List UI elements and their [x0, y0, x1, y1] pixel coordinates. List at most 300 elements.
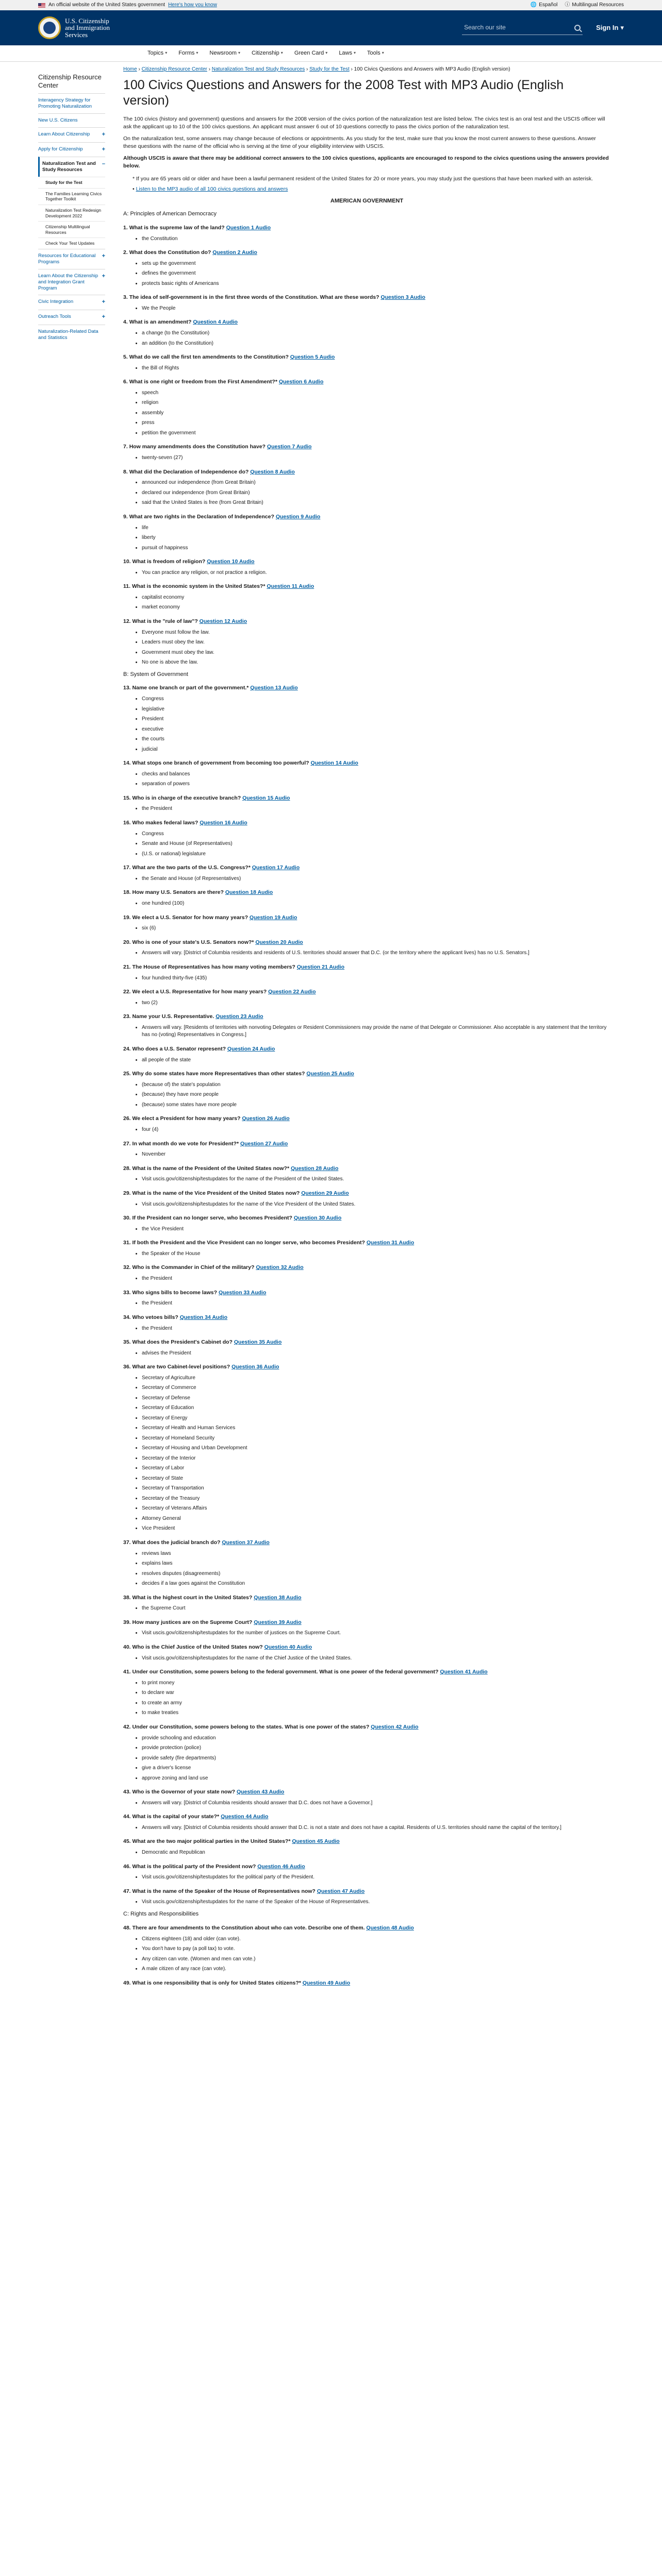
question-number: 18. — [123, 889, 131, 896]
nav-item-tools[interactable] — [367, 49, 384, 57]
nav-item-label: Tools — [367, 50, 380, 57]
collapse-icon[interactable]: – — [102, 161, 105, 167]
question-text: Who signs bills to become laws? — [132, 1289, 218, 1296]
question-audio-link[interactable]: Question 32 Audio — [256, 1264, 304, 1271]
page-title: 100 Civics Questions and Answers for the 2008 Test with MP3 Audio (English version) — [123, 77, 564, 108]
breadcrumb-separator: › — [207, 66, 212, 72]
sidebar — [38, 62, 105, 1990]
breadcrumb-current: 100 Civics Questions and Answers with MP3 Audio (English version) — [354, 66, 510, 72]
multilingual-link[interactable]: ⓘ Multilingual Resources — [565, 2, 624, 8]
sidebar-item-label: Interagency Strategy for Promoting Naturalization — [38, 97, 92, 110]
answer-list — [123, 629, 610, 667]
question-text: What does the President's Cabinet do? — [132, 1339, 233, 1346]
question — [123, 1619, 610, 1626]
answer-item: • Everyone must follow the law. — [142, 629, 610, 637]
answer-item: • protects basic rights of Americans — [142, 280, 610, 288]
question-audio-link[interactable]: Question 6 Audio — [278, 379, 324, 385]
question-audio-link[interactable]: Question 22 Audio — [268, 989, 316, 995]
chevron-down-icon: ▾ — [196, 50, 198, 56]
answer-item: • explains laws — [142, 1560, 610, 1568]
answer-item: • to make treaties — [142, 1709, 610, 1717]
answer-item: • to declare war — [142, 1689, 610, 1697]
answer-item: • petition the government — [142, 430, 610, 437]
answer-list — [123, 831, 610, 858]
answer-item: • advises the President — [142, 1350, 610, 1358]
chevron-down-icon: ▾ — [382, 50, 384, 56]
answer-item: • Visit uscis.gov/citizenship/testupdates for the name of the Vice President of the United States. — [142, 1201, 610, 1209]
question-audio-link[interactable]: Question 30 Audio — [293, 1215, 342, 1222]
question-text: What are the two major political parties in the United States?* — [132, 1838, 291, 1845]
question-text: What is the highest court in the United States? — [132, 1594, 253, 1601]
answer-item: • You can practice any religion, or not practice a religion. — [142, 569, 610, 577]
sign-in-label: Sign In — [596, 24, 619, 32]
answer-list — [123, 569, 610, 577]
nav-item-label: Forms — [178, 50, 195, 57]
question-audio-link[interactable]: Question 5 Audio — [290, 354, 335, 361]
answer-item: • religion — [142, 399, 610, 407]
question-number: 13. — [123, 685, 131, 691]
question-number: 7. — [123, 444, 128, 450]
question-audio-link[interactable]: Question 29 Audio — [301, 1190, 349, 1196]
answer-item: • assembly — [142, 410, 610, 417]
answer-item: • provide schooling and education — [142, 1735, 610, 1742]
question — [123, 1338, 610, 1346]
question-number: 14. — [123, 760, 131, 767]
question-audio-link[interactable]: Question 13 Audio — [250, 685, 298, 691]
sidebar-item[interactable] — [38, 142, 105, 157]
question — [123, 443, 610, 451]
question-audio-link[interactable]: Question 18 Audio — [225, 889, 273, 896]
question-text: If the President can no longer serve, who becomes President? — [132, 1215, 292, 1222]
answer-item: • twenty-seven (27) — [142, 454, 610, 462]
question-audio-link[interactable]: Question 38 Audio — [254, 1594, 302, 1601]
agency-name-line1: U.S. Citizenship — [65, 16, 109, 25]
sidebar-item[interactable] — [38, 325, 105, 345]
answer-item: • You don't have to pay (a poll tax) to vote. — [142, 1945, 610, 1953]
question-number: 10. — [123, 558, 131, 565]
section-title: AMERICAN GOVERNMENT — [330, 198, 404, 205]
question — [123, 378, 610, 386]
subsection-a-title: A: Principles of American Democracy — [123, 210, 217, 217]
question-text: What did the Declaration of Independence do? — [129, 468, 249, 475]
question-text: In what month do we vote for President?* — [132, 1140, 239, 1147]
sign-in-button[interactable] — [596, 23, 624, 32]
question-number: 24. — [123, 1045, 131, 1052]
answer-item: • Secretary of Defense — [142, 1395, 610, 1402]
question-text: What is freedom of religion? — [132, 558, 206, 565]
answer-list — [123, 975, 610, 982]
question-audio-link[interactable]: Question 7 Audio — [267, 444, 312, 450]
answer-item: • the Speaker of the House — [142, 1250, 610, 1258]
question — [123, 759, 610, 767]
question-text: Why do some states have more Representatives than other states? — [132, 1071, 305, 1077]
expand-icon[interactable]: + — [102, 146, 105, 152]
sidebar-item-label: Resources for Educational Programs — [38, 253, 96, 265]
question-audio-link[interactable]: Question 10 Audio — [207, 558, 255, 565]
question — [123, 1539, 610, 1547]
question-text: What are two rights in the Declaration of Independence? — [129, 513, 274, 520]
answer-item: • capitalist economy — [142, 594, 610, 602]
question-text: Who is the Chief Justice of the United States now? — [132, 1643, 263, 1650]
agency-name-line2: and Immigration — [65, 24, 110, 32]
question-audio-link[interactable]: Question 12 Audio — [199, 618, 247, 624]
language-link[interactable]: 🌐 Español — [530, 2, 558, 8]
question-text: Who makes federal laws? — [132, 819, 198, 826]
answer-item: • Visit uscis.gov/citizenship/testupdates for the name of the Chief Justice of the United States. — [142, 1655, 610, 1663]
question-number: 34. — [123, 1314, 131, 1320]
question-audio-link[interactable]: Question 4 Audio — [193, 319, 238, 326]
expand-icon[interactable]: + — [102, 273, 105, 279]
question-audio-link[interactable]: Question 19 Audio — [249, 914, 297, 921]
question-audio-link[interactable]: Question 41 Audio — [440, 1669, 488, 1675]
question — [123, 1813, 610, 1821]
nav-item-label: Newsroom — [209, 50, 237, 57]
question — [123, 1045, 610, 1053]
question-audio-link[interactable]: Question 40 Audio — [264, 1643, 312, 1650]
subsection-c-title: C: Rights and Responsibilities — [123, 1910, 199, 1917]
answer-item: • provide protection (police) — [142, 1744, 610, 1752]
question — [123, 1165, 610, 1173]
question-audio-link[interactable]: Question 1 Audio — [226, 224, 271, 231]
answer-item: • Secretary of Veterans Affairs — [142, 1505, 610, 1513]
nav-item-label: Topics — [147, 50, 164, 57]
question-audio-link[interactable]: Question 36 Audio — [231, 1364, 279, 1370]
answer-item: • a change (to the Constitution) — [142, 330, 610, 337]
question-audio-link[interactable]: Question 26 Audio — [242, 1115, 290, 1122]
question-number: 26. — [123, 1115, 131, 1122]
answer-list — [123, 594, 610, 612]
question-audio-link[interactable]: Question 48 Audio — [366, 1924, 414, 1931]
sidebar-item[interactable] — [38, 310, 105, 325]
sidebar-item-label: Naturalization Test and Study Resources — [42, 161, 96, 173]
expand-icon[interactable]: + — [102, 253, 105, 260]
question-number: 37. — [123, 1539, 131, 1546]
question-audio-link[interactable]: Question 21 Audio — [296, 963, 345, 970]
answer-item: • November — [142, 1151, 610, 1159]
nav-item-green-card[interactable] — [294, 49, 328, 57]
answer-item: • legislative — [142, 706, 610, 714]
question-number: 30. — [123, 1215, 131, 1222]
answer-item: • Visit uscis.gov/citizenship/testupdates for the political party of the President. — [142, 1874, 610, 1882]
answer-list — [123, 1201, 610, 1209]
question-number: 45. — [123, 1838, 131, 1845]
question — [123, 1190, 610, 1197]
answer-list — [123, 260, 610, 288]
answer-item: • Congress — [142, 696, 610, 703]
question-text: We elect a U.S. Representative for how many years? — [132, 989, 267, 995]
question-audio-link[interactable]: Question 24 Audio — [227, 1045, 275, 1052]
answer-item: • Secretary of Education — [142, 1404, 610, 1412]
nav-item-topics[interactable] — [147, 49, 167, 57]
question-number: 6. — [123, 379, 128, 385]
nav-item-label: Citizenship — [251, 50, 279, 57]
answer-item: • Leaders must obey the law. — [142, 639, 610, 647]
gov-banner — [0, 0, 662, 10]
nav-item-newsroom[interactable] — [209, 49, 240, 57]
answer-list — [123, 524, 610, 552]
answer-item: • judicial — [142, 746, 610, 754]
answer-item: • liberty — [142, 534, 610, 542]
answer-item: • one hundred (100) — [142, 900, 610, 908]
answer-list — [123, 1126, 610, 1134]
answer-list — [123, 900, 610, 908]
question — [123, 513, 610, 521]
sidebar-item-label: Learn About Citizenship — [38, 131, 90, 137]
answer-item: • sets up the government — [142, 260, 610, 268]
answer-item: • decides if a law goes against the Constitution — [142, 1580, 610, 1588]
answer-list — [123, 1550, 610, 1588]
question-text: What stops one branch of government from becoming too powerful? — [132, 760, 309, 767]
question-number: 3. — [123, 294, 128, 301]
sidebar-subitem[interactable]: Citizenship Multilingual Resources — [38, 221, 105, 238]
answer-list — [123, 1275, 610, 1283]
question — [123, 1239, 610, 1247]
question-number: 48. — [123, 1924, 131, 1931]
question-audio-link[interactable]: Question 9 Audio — [275, 513, 321, 520]
answer-list — [123, 1655, 610, 1663]
sidebar-item[interactable] — [38, 113, 105, 127]
question-number: 35. — [123, 1339, 131, 1346]
question-number: 38. — [123, 1594, 131, 1601]
site-header — [0, 10, 662, 45]
question-number: 43. — [123, 1789, 131, 1795]
sidebar-title[interactable]: Citizenship Resource Center — [38, 73, 102, 89]
answer-item: • Secretary of Health and Human Services — [142, 1425, 610, 1432]
answer-item: • checks and balances — [142, 771, 610, 778]
question-number: 4. — [123, 319, 128, 326]
question-number: 16. — [123, 819, 131, 826]
answer-list — [123, 1800, 610, 1807]
question — [123, 1289, 610, 1297]
answer-list — [123, 454, 610, 462]
search-input[interactable] — [462, 21, 583, 35]
chevron-down-icon: ▾ — [354, 50, 356, 56]
sidebar-item[interactable] — [38, 127, 105, 142]
question-text: What is the political party of the President now? — [132, 1863, 256, 1870]
sidebar-item[interactable] — [38, 295, 105, 310]
question — [123, 1979, 610, 1987]
answer-item: • the Constitution — [142, 235, 610, 243]
sidebar-subitem[interactable]: Check Your Test Updates — [38, 238, 105, 249]
answer-item: • provide safety (fire departments) — [142, 1755, 610, 1762]
question-text: The House of Representatives has how many voting members? — [132, 963, 295, 970]
question-audio-link[interactable]: Question 46 Audio — [257, 1863, 305, 1870]
answer-list — [123, 1350, 610, 1358]
question-audio-link[interactable]: Question 42 Audio — [371, 1723, 419, 1730]
sidebar-subitem[interactable]: The Families Learning Civics Together Toolkit — [38, 188, 105, 205]
question — [123, 468, 610, 476]
answer-item: • Secretary of the Treasury — [142, 1495, 610, 1503]
question-text: Under our Constitution, some powers belong to the states. What is one power of the states? — [132, 1723, 370, 1730]
sidebar-subitem[interactable]: Naturalization Test Redesign Development 2022 — [38, 205, 105, 221]
question-audio-link[interactable]: Question 3 Audio — [380, 294, 425, 301]
question-audio-link[interactable]: Question 28 Audio — [290, 1165, 339, 1172]
answer-list — [123, 1081, 610, 1109]
question-audio-link[interactable]: Question 25 Audio — [306, 1071, 354, 1077]
sidebar-item[interactable] — [38, 249, 105, 269]
how-you-know-link[interactable]: Here's how you know — [168, 2, 217, 8]
question-text: We elect a U.S. Senator for how many years? — [132, 914, 248, 921]
question-audio-link[interactable]: Question 33 Audio — [218, 1289, 267, 1296]
question — [123, 1214, 610, 1222]
answer-item: • defines the government — [142, 270, 610, 278]
chevron-down-icon: ▾ — [238, 50, 240, 56]
question-number: 22. — [123, 989, 131, 995]
nav-item-forms[interactable] — [178, 49, 198, 57]
question-audio-link[interactable]: Question 14 Audio — [310, 760, 358, 767]
question-audio-link[interactable]: Question 2 Audio — [212, 249, 257, 256]
question — [123, 914, 610, 922]
question — [123, 1115, 610, 1123]
question-number: 9. — [123, 513, 128, 520]
question-text: Under our Constitution, some powers belong to the federal government. What is one power of the federal government? — [132, 1669, 439, 1675]
breadcrumb-separator: › — [305, 66, 310, 72]
answer-item: • Visit uscis.gov/citizenship/testupdates for the name of the Speaker of the House of Representatives. — [142, 1899, 610, 1906]
question-text: Name one branch or part of the government.* — [132, 685, 249, 691]
answer-item: • Government must obey the law. — [142, 649, 610, 657]
question-audio-link[interactable]: Question 17 Audio — [252, 865, 300, 871]
answer-item: • Attorney General — [142, 1515, 610, 1523]
question — [123, 1668, 610, 1676]
expand-icon[interactable]: + — [102, 131, 105, 138]
nav-item-label: Green Card — [294, 50, 324, 57]
question-audio-link[interactable]: Question 35 Audio — [234, 1339, 282, 1346]
question-number: 44. — [123, 1814, 131, 1820]
question-number: 36. — [123, 1364, 131, 1370]
question — [123, 889, 610, 896]
question — [123, 794, 610, 802]
question-audio-link[interactable]: Question 8 Audio — [250, 468, 295, 475]
question-audio-link[interactable]: Question 39 Audio — [254, 1619, 302, 1625]
nav-item-citizenship[interactable] — [252, 49, 283, 57]
answer-list — [123, 875, 610, 883]
question-number: 49. — [123, 1979, 131, 1986]
sidebar-subitem[interactable]: Study for the Test — [38, 177, 105, 188]
answer-list — [123, 235, 610, 243]
question — [123, 1924, 610, 1932]
question-audio-link[interactable]: Question 15 Audio — [242, 794, 290, 801]
question — [123, 1314, 610, 1321]
answer-list — [123, 1057, 610, 1064]
question-text: What does the Constitution do? — [129, 249, 211, 256]
question-number: 29. — [123, 1190, 131, 1196]
answer-item: • Any citizen can vote. (Women and men can vote.) — [142, 1956, 610, 1963]
question-audio-link[interactable]: Question 47 Audio — [317, 1888, 365, 1894]
answer-item: • market economy — [142, 604, 610, 612]
answer-item: • four hundred thirty-five (435) — [142, 975, 610, 982]
question-audio-link[interactable]: Question 37 Audio — [222, 1539, 270, 1546]
breadcrumb-link[interactable]: Citizenship Resource Center — [141, 66, 207, 72]
question-number: 41. — [123, 1669, 131, 1675]
answer-item: • Secretary of State — [142, 1475, 610, 1483]
question-text: We elect a President for how many years? — [132, 1115, 241, 1122]
answer-list — [123, 1024, 610, 1039]
question-number: 2. — [123, 249, 128, 256]
question-audio-link[interactable]: Question 11 Audio — [267, 583, 315, 590]
question-text: What is the economic system in the United States?* — [131, 583, 266, 590]
uscis-logo[interactable] — [38, 16, 110, 39]
question — [123, 1140, 610, 1148]
answer-item: • A male citizen of any race (can vote). — [142, 1965, 610, 1973]
answer-item: • to create an army — [142, 1700, 610, 1707]
question-number: 31. — [123, 1240, 131, 1246]
answer-list — [123, 1250, 610, 1258]
question-audio-link[interactable]: Question 23 Audio — [216, 1013, 263, 1020]
question — [123, 1643, 610, 1651]
expand-icon[interactable]: + — [102, 299, 105, 306]
question-audio-link[interactable]: Question 49 Audio — [302, 1979, 351, 1986]
answer-item: • Secretary of Energy — [142, 1415, 610, 1422]
question-audio-link[interactable]: Question 31 Audio — [366, 1240, 415, 1246]
sidebar-item-label: Learn About the Citizenship and Integration Grant Program — [38, 273, 98, 291]
question-text: What do we call the first ten amendments to the Constitution? — [129, 354, 289, 361]
question — [123, 988, 610, 996]
answer-item: • all people of the state — [142, 1057, 610, 1064]
breadcrumb-separator: › — [349, 66, 354, 72]
nav-item-laws[interactable] — [339, 49, 356, 57]
warning-text: Although USCIS is aware that there may be additional correct answers to the 100 civics questions, applicants are encouraged to respond to the civics questions using the answers provided below. — [123, 155, 609, 170]
question-number: 39. — [123, 1619, 131, 1625]
answer-list — [123, 1824, 610, 1832]
question — [123, 353, 610, 361]
answer-list — [123, 925, 610, 933]
answer-list — [123, 1735, 610, 1783]
question-text: What is the "rule of law"? — [132, 618, 198, 624]
question-text: What is the capital of your state?* — [132, 1814, 220, 1820]
breadcrumb-link[interactable]: Naturalization Test and Study Resources — [211, 66, 305, 72]
intro — [123, 115, 610, 151]
question-number: 20. — [123, 939, 131, 945]
question-text: Who is in charge of the executive branch? — [132, 794, 241, 801]
sidebar-item[interactable] — [38, 93, 105, 113]
question-audio-link[interactable]: Question 16 Audio — [200, 819, 247, 826]
question-text: How many justices are on the Supreme Court? — [132, 1619, 253, 1625]
question-text: Who is the Governor of your state now? — [132, 1789, 236, 1795]
answer-item: • resolves disputes (disagreements) — [142, 1570, 610, 1578]
question-audio-link[interactable]: Question 34 Audio — [179, 1314, 228, 1320]
answer-list — [123, 1680, 610, 1717]
question-number: 42. — [123, 1723, 131, 1730]
question-audio-link[interactable]: Question 43 Audio — [236, 1789, 285, 1795]
answer-list — [123, 999, 610, 1007]
question — [123, 1863, 610, 1871]
listen-all-item: • Listen to the MP3 audio of all 100 civics questions and answers — [133, 186, 288, 193]
breadcrumb-link[interactable]: Study for the Test — [309, 66, 350, 72]
breadcrumb-link[interactable]: Home — [123, 66, 137, 72]
chevron-down-icon: ▾ — [620, 24, 624, 32]
answer-item: • reviews laws — [142, 1550, 610, 1558]
listen-all-link[interactable]: Listen to the MP3 audio of all 100 civics questions and answers — [136, 186, 288, 193]
answer-item: • to print money — [142, 1680, 610, 1687]
sidebar-item[interactable] — [38, 269, 105, 295]
chevron-down-icon: ▾ — [165, 50, 168, 56]
question-audio-link[interactable]: Question 20 Audio — [255, 939, 303, 945]
question-number: 17. — [123, 865, 131, 871]
answer-item: • President — [142, 716, 610, 723]
answer-item: • No one is above the law. — [142, 659, 610, 667]
question-text: Who is one of your state's U.S. Senators now?* — [132, 939, 254, 945]
question-audio-link[interactable]: Question 44 Audio — [221, 1814, 269, 1820]
answer-item: • the President — [142, 1275, 610, 1283]
search-icon[interactable] — [574, 25, 581, 31]
question-number: 25. — [123, 1071, 131, 1077]
expand-icon[interactable]: + — [102, 314, 105, 320]
sidebar-item-active[interactable] — [38, 157, 105, 177]
question-audio-link[interactable]: Question 45 Audio — [292, 1838, 340, 1845]
question-audio-link[interactable]: Question 27 Audio — [240, 1140, 288, 1147]
answer-item: • announced our independence (from Great Britain) — [142, 479, 610, 487]
answer-list — [123, 305, 610, 313]
